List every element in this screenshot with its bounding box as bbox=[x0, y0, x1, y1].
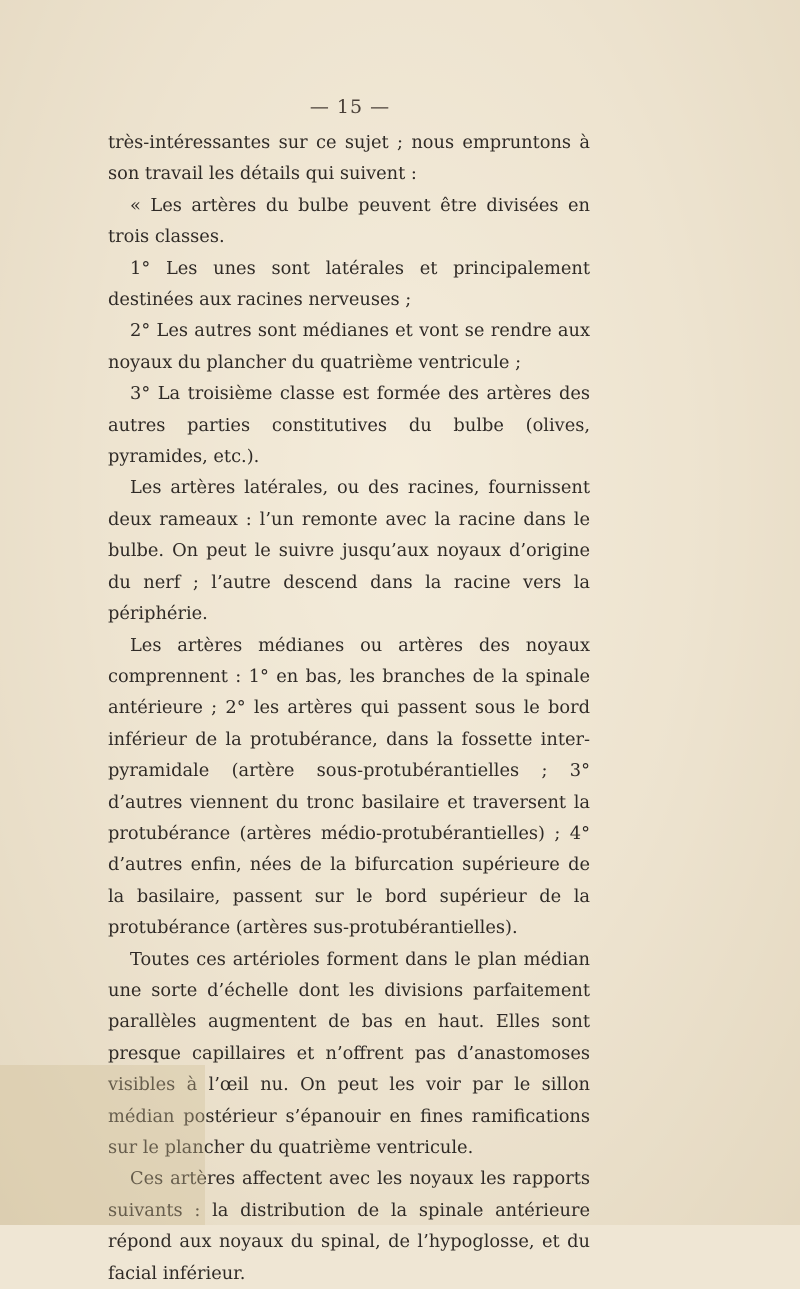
page-number: — 15 — bbox=[309, 96, 391, 118]
paper-stain bbox=[0, 1065, 205, 1225]
paragraph: très-intéressantes sur ce sujet ; nous empruntons à son travail les détails qui suivent : bbox=[108, 132, 590, 185]
paragraph: Les artères médianes ou artères des noyaux comprennent : 1° en bas, les branches de la spinale antérieure ; 2° les artères qui passent sous le bord inférieur de la protubérance, dans la fossette inter-pyramidale (artère sous-protubérantielles ; 3° d’autres viennent du tronc basilaire et traversent la protubérance (artères médio-protubérantielles) ; 4° d’autres enfin, nées de la bifurcation supérieure de la basilaire, passent sur le bord supérieur de la protubérance (artères sus-protubérantielles). bbox=[108, 634, 590, 939]
paragraph: 2° Les autres sont médianes et vont se rendre aux noyaux du plancher du quatrième ventricule ; bbox=[108, 320, 590, 373]
paragraph: Les artères latérales, ou des racines, fournissent deux rameaux : l’un remonte avec la racine dans le bulbe. On peut le suivre jusqu’aux noyaux d’origine du nerf ; l’autre descend dans la racine vers la périphérie. bbox=[108, 477, 590, 625]
paragraph: Toutes ces artérioles forment dans le plan médian une sorte d’échelle dont les divisions parfaitement parallèles augmentent de bas en haut. Elles sont presque capillaires et n’offrent pas d’anastomoses visibles à l’œil nu. On peut les voir par le sillon médian postérieur s’épanouir en fines ramifications sur le plancher du quatrième ventricule. bbox=[108, 948, 590, 1158]
paragraph: 1° Les unes sont latérales et principalement destinées aux racines nerveuses ; bbox=[108, 257, 590, 311]
paragraph: 3° La troisième classe est formée des artères des autres parties constitutives du bulbe (olives, pyramides, etc.). bbox=[108, 383, 590, 468]
paragraph: « Les artères du bulbe peuvent être divisées en trois classes. bbox=[108, 194, 590, 248]
paragraph: Ces artères affectent avec les noyaux les rapports suivants : la distribution de la spinale antérieure répond aux noyaux du spinal, de l’hypoglosse, et du facial inférieur. bbox=[108, 1168, 590, 1284]
